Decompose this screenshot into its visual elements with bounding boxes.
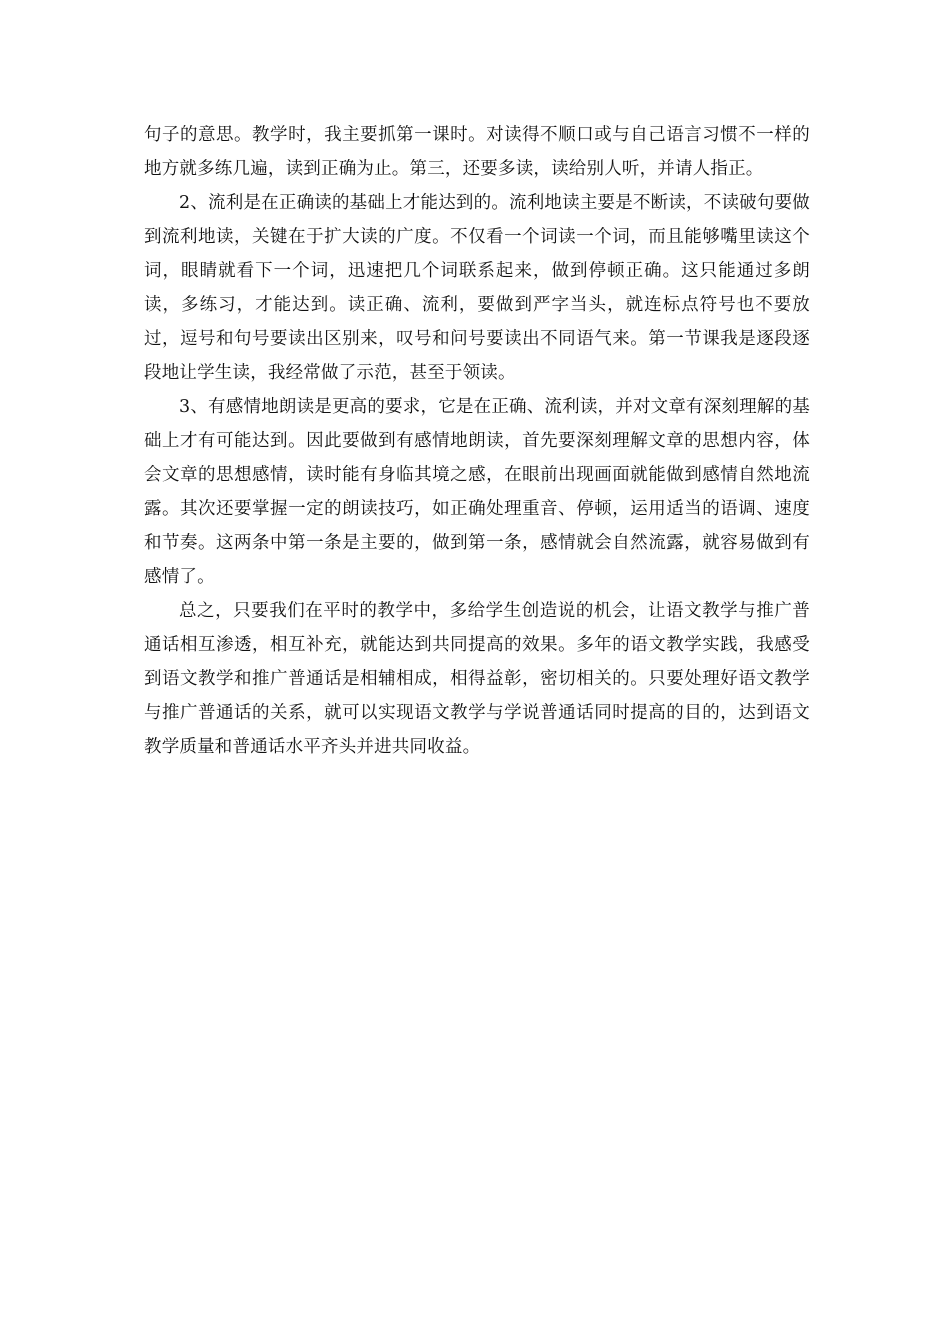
paragraph-conclusion: 总之，只要我们在平时的教学中，多给学生创造说的机会，让语文教学与推广普通话相互渗透，相互补充，就能达到共同提高的效果。多年的语文教学实践，我感受到语文教学和推广普通话是相辅相成，相得益彰，密切相关的。只要处理好语文教学与推广普通话的关系，就可以实现语文教学与学说普通话同时提高的目的，达到语文教学质量和普通话水平齐头并进共同收益。 xyxy=(144,601,810,757)
paragraph-continuation: 句子的意思。教学时，我主要抓第一课时。对读得不顺口或与自己语言习惯不一样的地方就多练几遍，读到正确为止。第三，还要多读，读给别人听，并请人指正。 xyxy=(144,125,810,179)
paragraph-emotional-reading: 3、有感情地朗读是更高的要求，它是在正确、流利读，并对文章有深刻理解的基础上才有可能达到。因此要做到有感情地朗读，首先要深刻理解文章的思想内容，体会文章的思想感情，读时能有身临其境之感，在眼前出现画面就能做到感情自然地流露。其次还要掌握一定的朗读技巧，如正确处理重音、停顿，运用适当的语调、速度和节奏。这两条中第一条是主要的，做到第一条，感情就会自然流露，就容易做到有感情了。 xyxy=(144,397,810,587)
document-body xyxy=(144,118,810,764)
paragraph-fluency: 2、流利是在正确读的基础上才能达到的。流利地读主要是不断读，不读破句要做到流利地读，关键在于扩大读的广度。不仅看一个词读一个词，而且能够嘴里读这个词，眼睛就看下一个词，迅速把几个词联系起来，做到停顿正确。这只能通过多朗读，多练习，才能达到。读正确、流利，要做到严字当头，就连标点符号也不要放过，逗号和句号要读出区别来，叹号和问号要读出不同语气来。第一节课我是逐段逐段地让学生读，我经常做了示范，甚至于领读。 xyxy=(144,193,810,383)
